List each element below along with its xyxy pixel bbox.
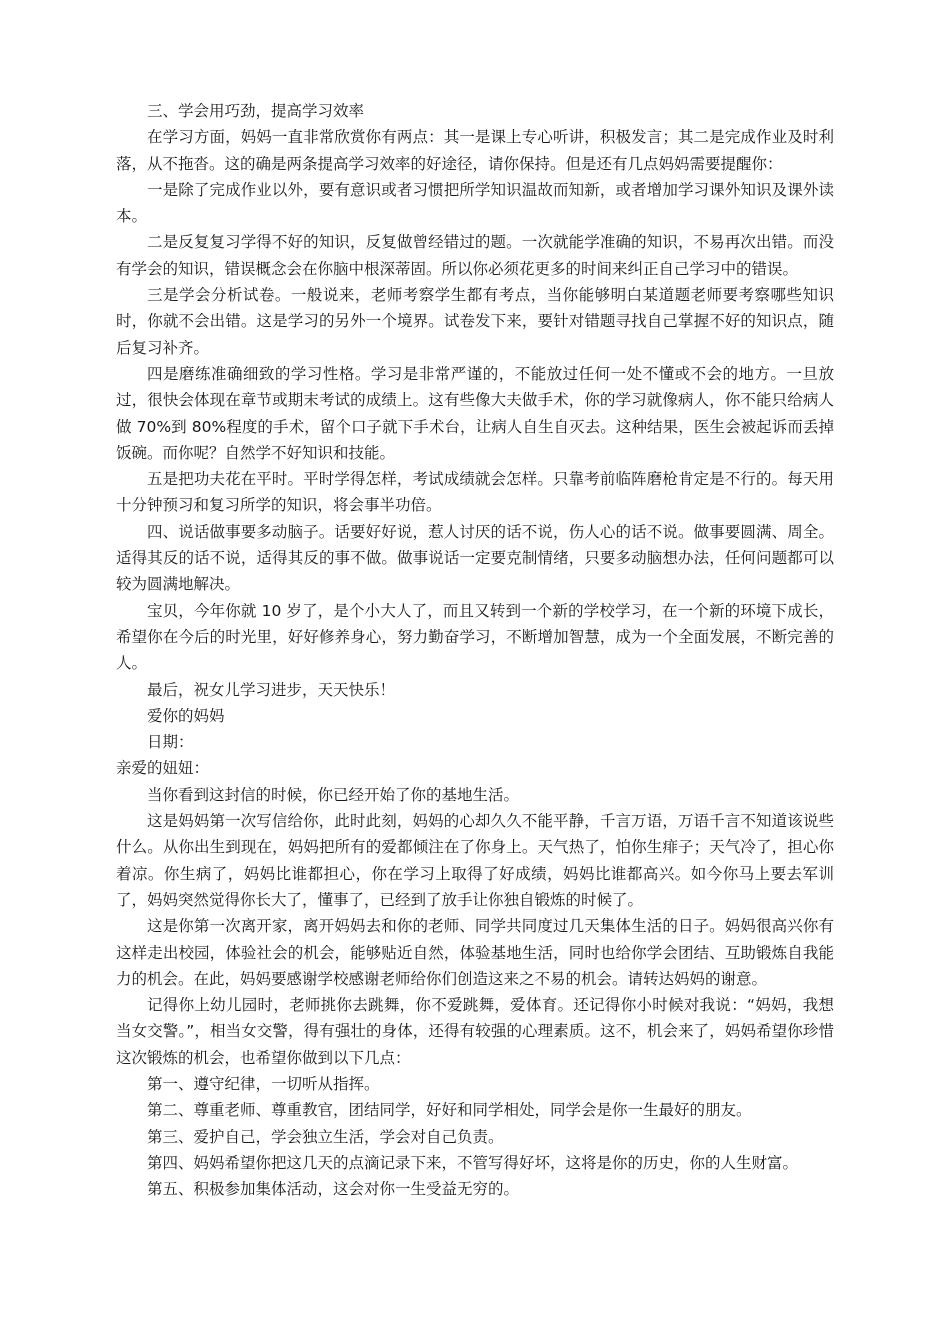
- list-item: 第二、尊重老师、尊重教官，团结同学，好好和同学相处，同学会是你一生最好的朋友。: [147, 1101, 752, 1120]
- paragraph: 在学习方面，妈妈一直非常欣赏你有两点：其一是课上专心听讲，积极发言；其二是完成作业及时利落，从不拖沓。这的确是两条提高学习效率的好途径，请你保持。但是还有几点妈妈需要提醒你：: [116, 128, 834, 173]
- letter-salutation: 亲爱的妞妞：: [116, 759, 210, 778]
- paragraph: 三是学会分析试卷。一般说来，老师考察学生都有考点，当你能够明白某道题老师要考察哪些知识时，你就不会出错。这是学习的另外一个境界。试卷发下来，要针对错题寻找自己掌握不好的知识点，随后复习补齐。: [116, 286, 834, 357]
- section-heading-3: 三、学会用巧劲，提高学习效率: [147, 102, 365, 120]
- list-item: 第一、遵守纪律，一切听从指挥。: [147, 1074, 380, 1093]
- paragraph: 这是妈妈第一次写信给你，此时此刻，妈妈的心却久久不能平静，千言万语，万语千言不知道该说些什么。从你出生到现在，妈妈把所有的爱都倾注在了你身上。天气热了，怕你生痱子；天气冷了，担心你着凉。你生病了，妈妈比谁都担心，你在学习上取得了好成绩，妈妈比谁都高兴。如今你马上要去军训了，妈妈突然觉得你长大了，懂事了，已经到了放手让你独自锻炼的时候了。: [116, 812, 834, 909]
- paragraph: 五是把功夫花在平时。平时学得怎样，考试成绩就会怎样。只靠考前临阵磨枪肯定是不行的。每天用十分钟预习和复习所学的知识，将会事半功倍。: [116, 470, 834, 515]
- paragraph: 二是反复复习学得不好的知识，反复做曾经错过的题。一次就能学准确的知识，不易再次出错。而没有学会的知识，错误概念会在你脑中根深蒂固。所以你必须花更多的时间来纠正自己学习中的错误。: [116, 233, 834, 278]
- paragraph: 四是磨练准确细致的学习性格。学习是非常严谨的，不能放过任何一处不懂或不会的地方。一旦放过，很快会体现在章节或期末考试的成绩上。这有些像大夫做手术，你的学习就像病人，你不能只给病人做 70%到 80%程度的手术，留个口子就下手术台，让病人自生自灭去。这种结果，医生会被起诉而丢掉饭碗。而你呢？自然学不好知识和技能。: [116, 364, 834, 462]
- paragraph: 宝贝，今年你就 10 岁了，是个小大人了，而且又转到一个新的学校学习，在一个新的环境下成长，希望你在今后的时光里，好好修养身心，努力勤奋学习，不断增加智慧，成为一个全面发展，不断完善的人。: [116, 601, 834, 673]
- document-body: [116, 98, 834, 1202]
- list-item: 第四、妈妈希望你把这几天的点滴记录下来，不管写得好坏，这将是你的历史，你的人生财富。: [147, 1153, 799, 1172]
- paragraph: 当你看到这封信的时候，你已经开始了你的基地生活。: [147, 785, 520, 804]
- signature: 爱你的妈妈: [147, 706, 225, 725]
- list-item: 第五、积极参加集体活动，这会对你一生受益无穷的。: [147, 1180, 520, 1199]
- list-item: 第三、爱护自己，学会独立生活，学会对自己负责。: [147, 1127, 504, 1146]
- paragraph: 这是你第一次离开家，离开妈妈去和你的老师、同学共同度过几天集体生活的日子。妈妈很高兴你有这样走出校园，体验社会的机会，能够贴近自然，体验基地生活，同时也给你学会团结、互助锻炼自我能力的机会。在此，妈妈要感谢学校感谢老师给你们创造这来之不易的机会。请转达妈妈的谢意。: [116, 917, 834, 988]
- paragraph: 一是除了完成作业以外，要有意识或者习惯把所学知识温故而知新，或者增加学习课外知识及课外读本。: [116, 180, 834, 226]
- date-line: 日期：: [147, 733, 194, 752]
- paragraph: 记得你上幼儿园时，老师挑你去跳舞，你不爱跳舞，爱体育。还记得你小时候对我说：“妈妈，我想当女交警。”，相当女交警，得有强壮的身体，还得有较强的心理素质。这不，机会来了，妈妈希望你珍惜这次锻炼的机会，也希望你做到以下几点：: [116, 996, 834, 1067]
- closing-wish: 最后，祝女儿学习进步，天天快乐！: [147, 680, 396, 699]
- section-heading-4: 四、说话做事要多动脑子。话要好好说，惹人讨厌的话不说，伤人心的话不说。做事要圆满、周全。适得其反的话不说，适得其反的事不做。做事说话一定要克制情绪，只要多动脑想办法，任何问题都可以较为圆满地解决。: [116, 522, 834, 594]
